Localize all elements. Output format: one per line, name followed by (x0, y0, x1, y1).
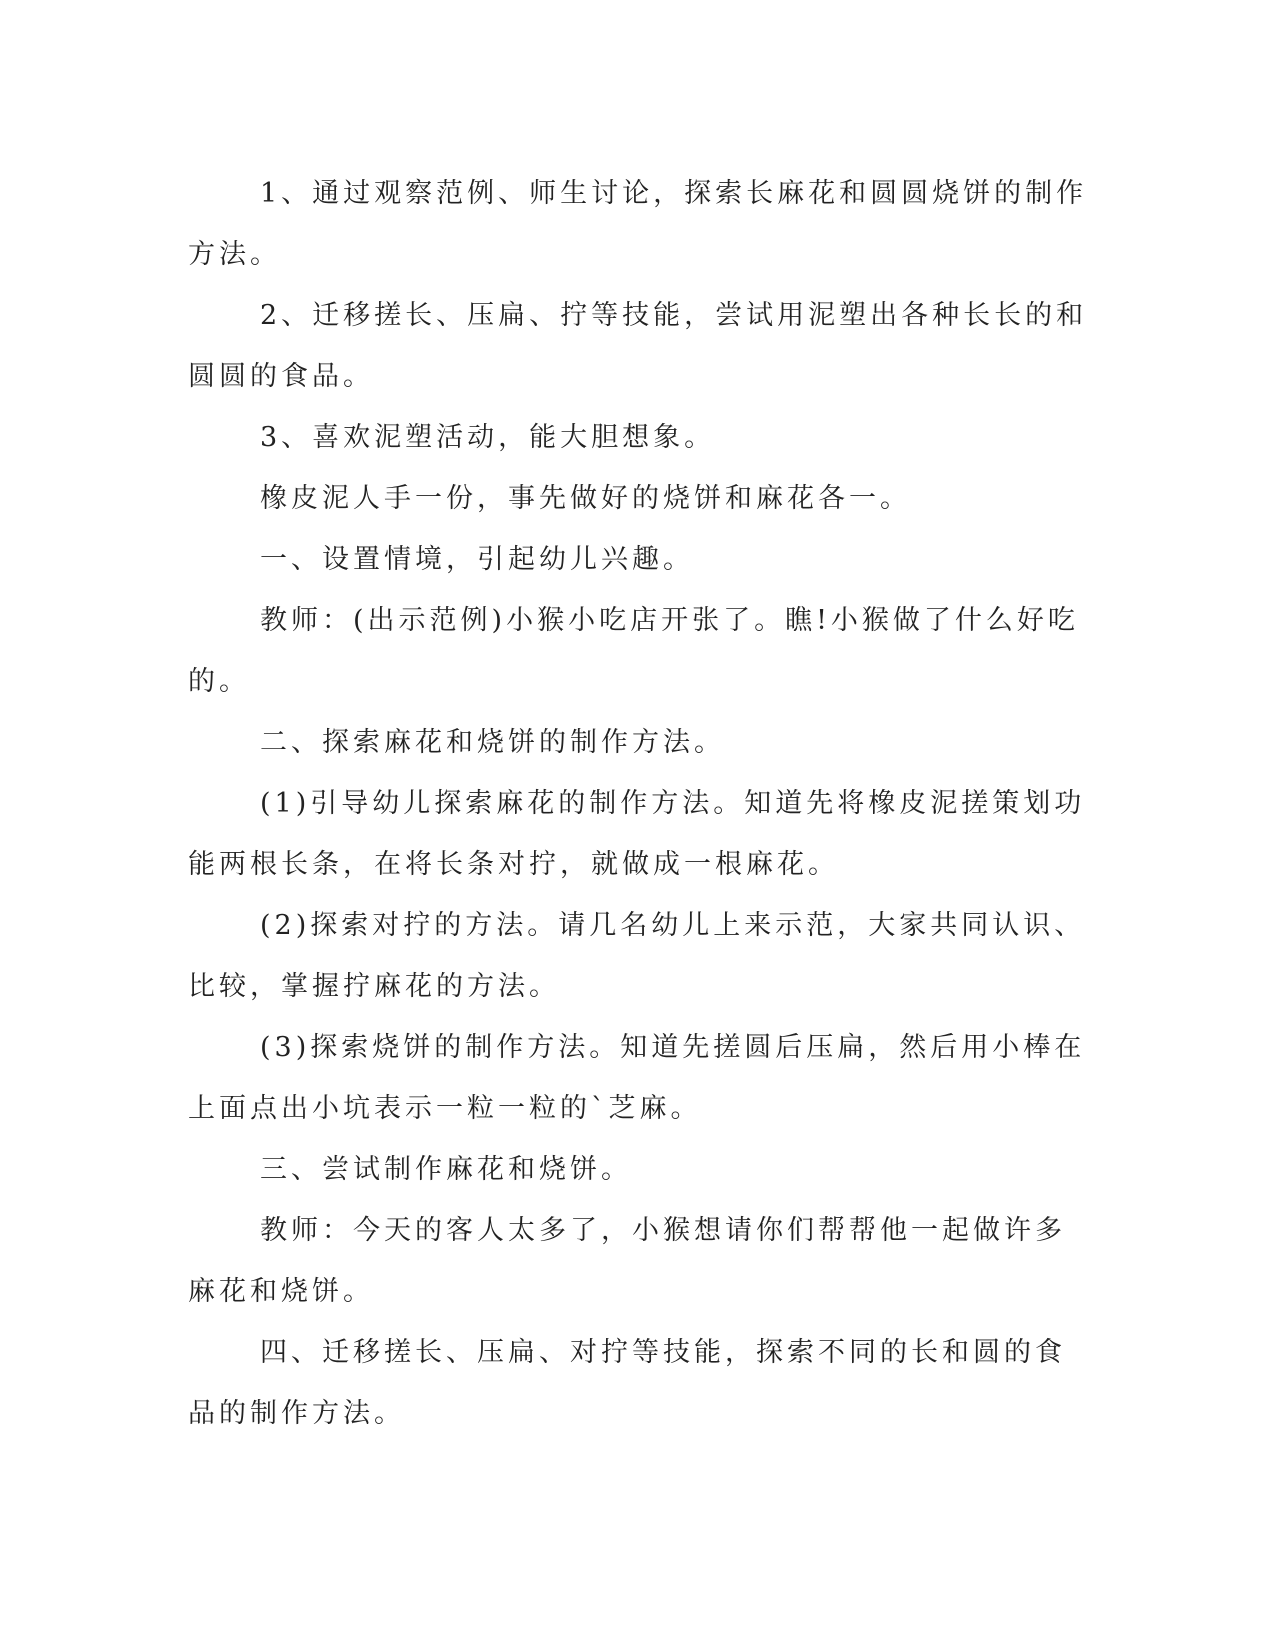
step-heading-1: 一、设置情境，引起幼儿兴趣。 (260, 544, 694, 575)
substep-paragraph-1: (1)引导幼儿探索麻花的制作方法。知道先将橡皮泥搓策划功能两根长条，在将长条对拧，就做成一根麻花。 (188, 788, 1086, 880)
step-heading-2: 二、探索麻花和烧饼的制作方法。 (260, 727, 725, 758)
step-heading-3: 三、尝试制作麻花和烧饼。 (260, 1154, 632, 1185)
substep-paragraph-2: (2)探索对拧的方法。请几名幼儿上来示范，大家共同认识、比较，掌握拧麻花的方法。 (188, 910, 1086, 1002)
goal-paragraph-3: 3、喜欢泥塑活动，能大胆想象。 (260, 422, 716, 453)
step-heading-4: 四、迁移搓长、压扁、对拧等技能，探索不同的长和圆的食品的制作方法。 (188, 1337, 1066, 1429)
goal-paragraph-2: 2、迁移搓长、压扁、拧等技能，尝试用泥塑出各种长长的和圆圆的食品。 (188, 300, 1088, 392)
document-body (188, 163, 1088, 1444)
teacher-dialogue-1: 教师：(出示范例)小猴小吃店开张了。瞧!小猴做了什么好吃的。 (188, 605, 1079, 697)
substep-paragraph-3: (3)探索烧饼的制作方法。知道先搓圆后压扁，然后用小棒在上面点出小坑表示一粒一粒的`芝麻。 (188, 1032, 1086, 1124)
goal-paragraph-1: 1、通过观察范例、师生讨论，探索长麻花和圆圆烧饼的制作方法。 (188, 178, 1088, 270)
materials-paragraph: 橡皮泥人手一份，事先做好的烧饼和麻花各一。 (260, 483, 911, 514)
teacher-dialogue-2: 教师：今天的客人太多了，小猴想请你们帮帮他一起做许多麻花和烧饼。 (188, 1215, 1066, 1307)
